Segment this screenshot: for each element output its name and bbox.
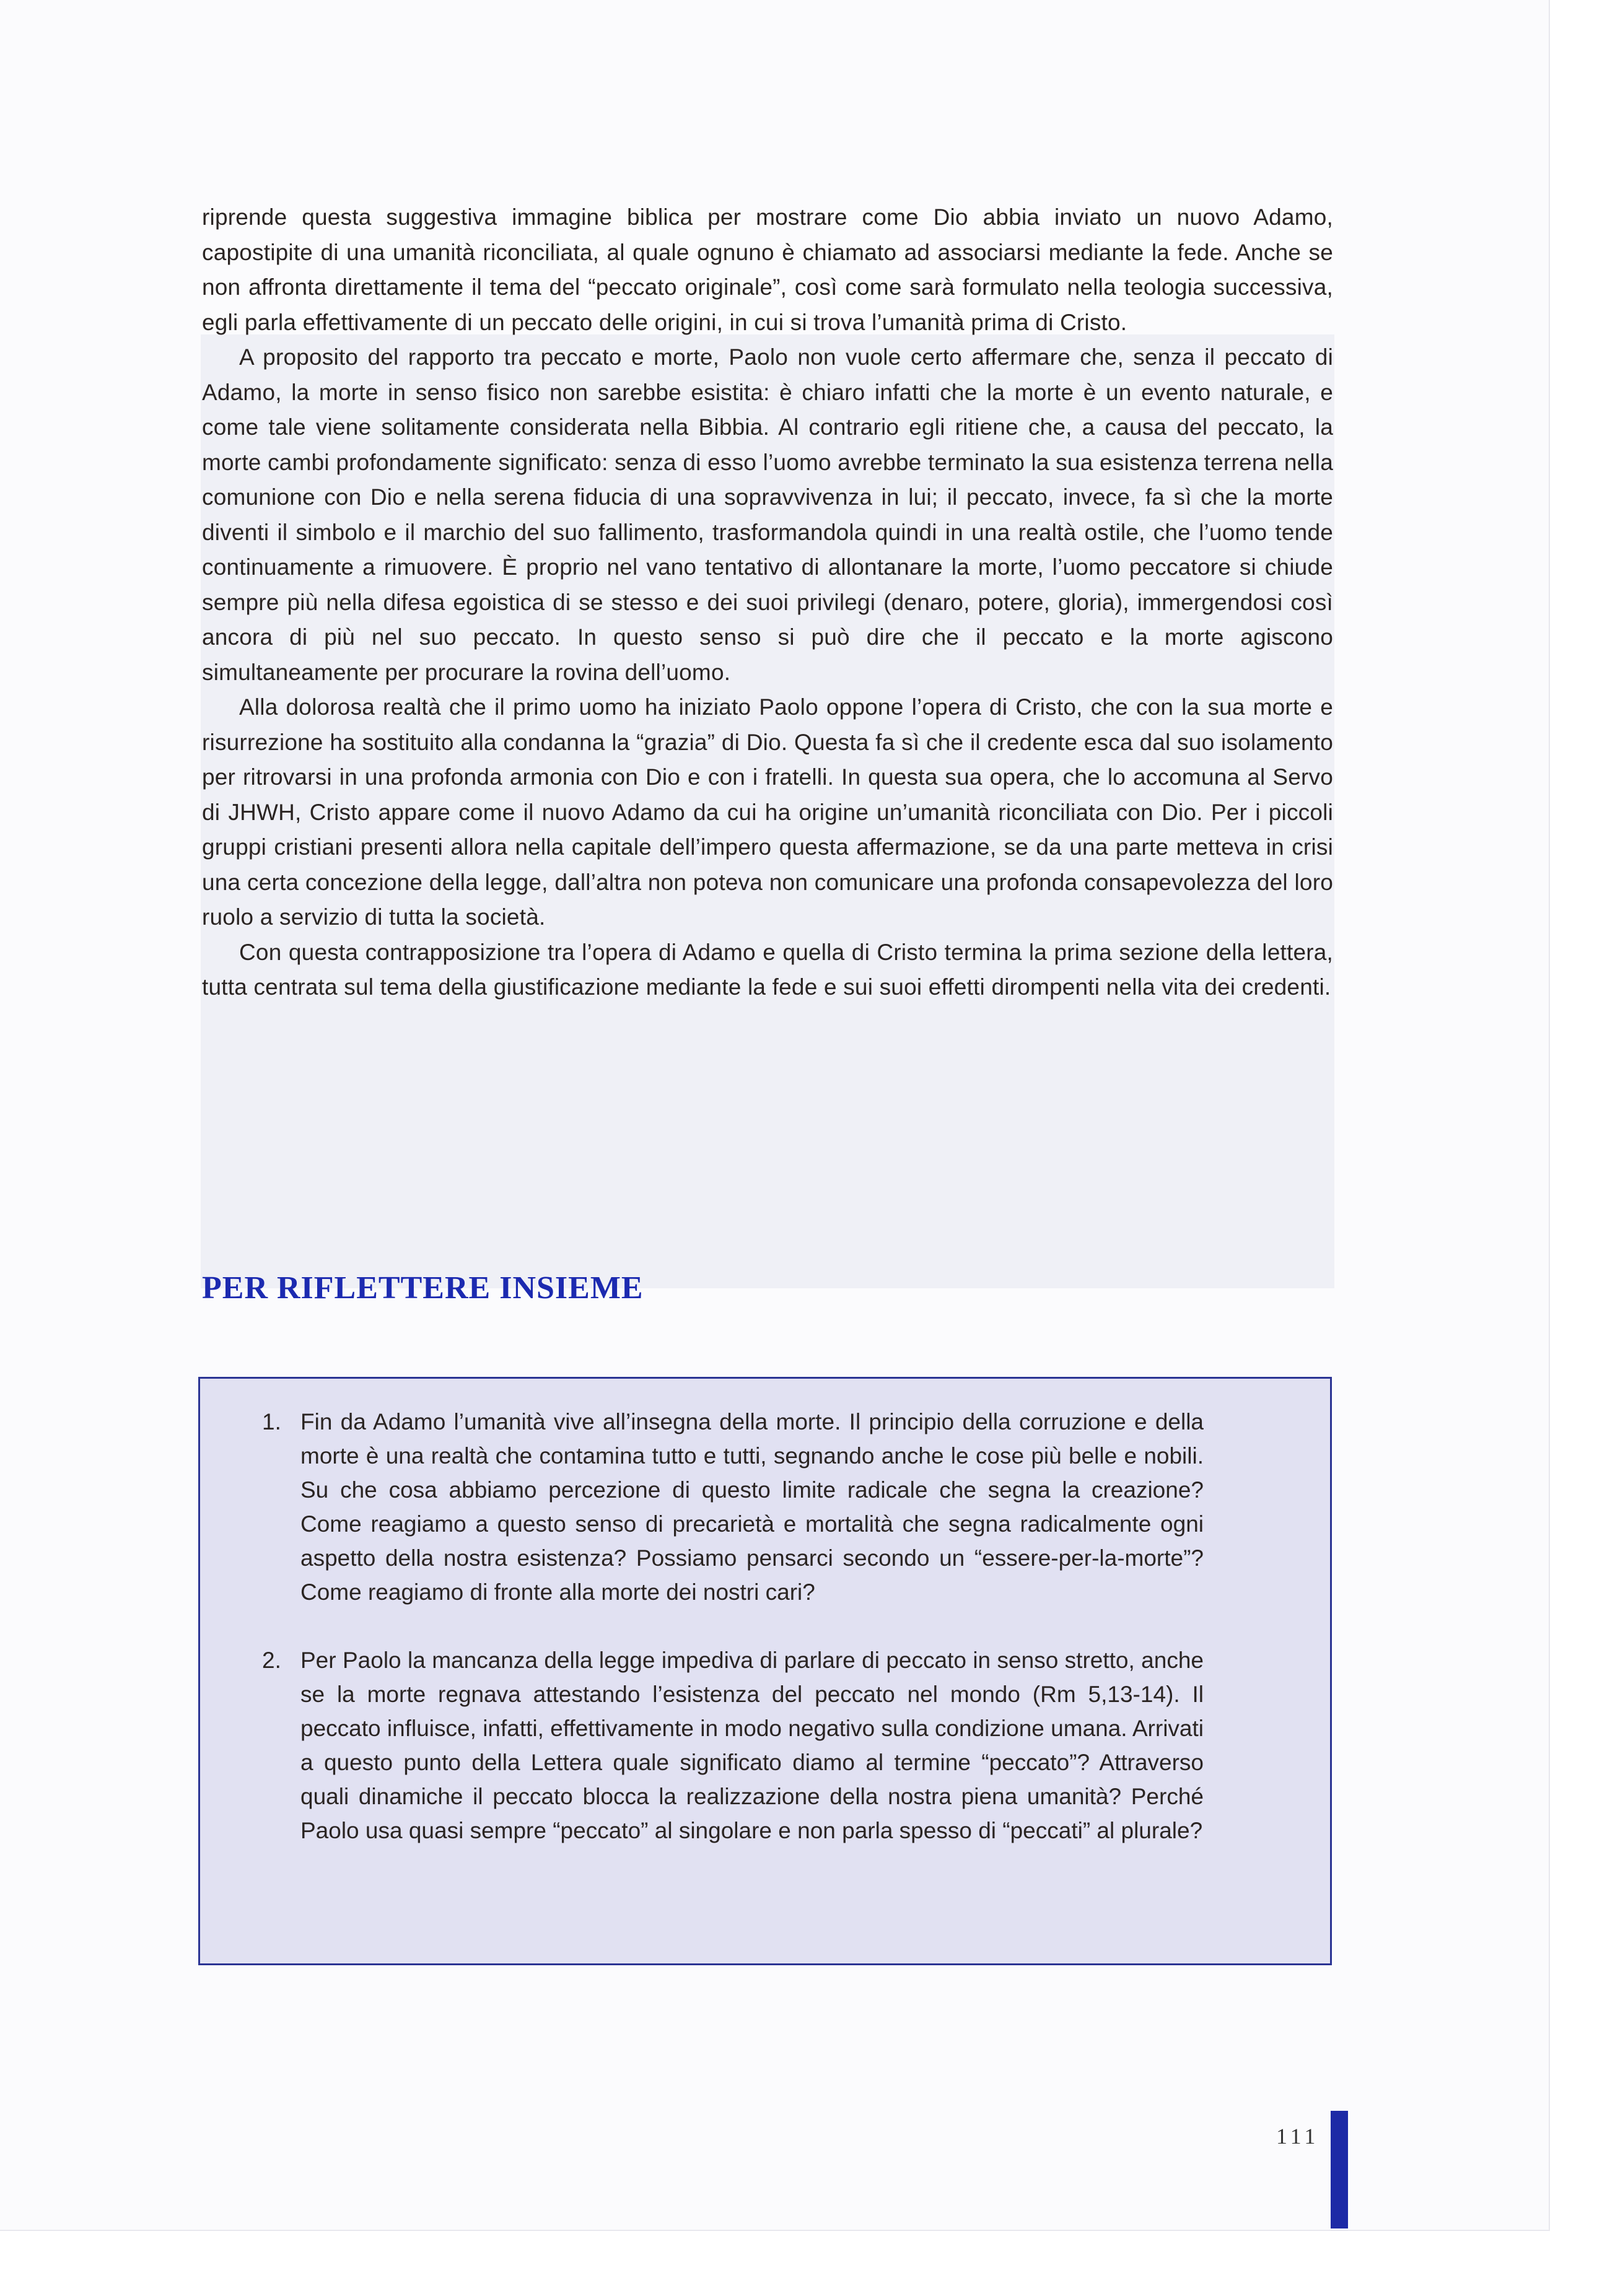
question-item	[262, 1643, 1204, 1848]
question-text: Fin da Adamo l’umanità vive all’insegna della morte. Il principio della corruzione e della morte è una realtà che contamina tutto e tutti, segnando anche le cose più belle e nobili. Su che cosa abbiamo percezione di questo limite radicale che segna la creazione? Come reagiamo a questo senso di precarietà e mortalità che segna radicalmente ogni aspetto della nostra esistenza? Possiamo pensarci secondo un “essere-per-la-morte”? Come reagiamo di fronte alla morte dei nostri cari?	[300, 1409, 1204, 1605]
reflection-questions-box	[198, 1377, 1332, 1965]
body-text	[202, 200, 1333, 1005]
question-number: 2.	[262, 1648, 281, 1673]
question-number: 1.	[262, 1409, 281, 1434]
body-paragraph: Con questa contrapposizione tra l’opera di Adamo e quella di Cristo termina la prima sezione della lettera, tutta centrata sul tema della giustificazione mediante la fede e sui suoi effetti dirompenti nella vita dei credenti.	[202, 939, 1333, 1000]
page-number: 111	[1276, 2124, 1320, 2149]
question-text: Per Paolo la mancanza della legge impediva di parlare di peccato in senso stretto, anche se la morte regnava attestando l’esistenza del peccato nel mondo (Rm 5,13-14). Il peccato influisce, infatti, effettivamente in modo negativo sulla condizione umana. Arrivati a questo punto della Lettera quale significato diamo al termine “peccato”? Attraverso quali dinamiche il peccato blocca la realizzazione della nostra piena umanità? Perché Paolo usa quasi sempre “peccato” al singolare e non parla spesso di “peccati” al plurale?	[300, 1648, 1204, 1843]
section-title: PER RIFLETTERE INSIEME	[202, 1270, 644, 1306]
body-paragraph: Alla dolorosa realtà che il primo uomo ha iniziato Paolo oppone l’opera di Cristo, che con la sua morte e risurrezione ha sostituito alla condanna la “grazia” di Dio. Questa fa sì che il credente esca dal suo isolamento per ritrovarsi in una profonda armonia con Dio e con i fratelli. In questa sua opera, che lo accomuna al Servo di JHWH, Cristo appare come il nuovo Adamo da cui ha origine un’umanità riconciliata con Dio. Per i piccoli gruppi cristiani presenti allora nella capitale dell’impero questa affermazione, se da una parte metteva in crisi una certa concezione della legge, dall’altra non poteva non comunicare una profonda consapevolezza del loro ruolo a servizio di tutta la società.	[202, 694, 1333, 930]
question-list	[262, 1405, 1204, 1882]
edge-marker-bar	[1331, 2111, 1348, 2228]
question-item	[262, 1405, 1204, 1609]
body-paragraph: A proposito del rapporto tra peccato e morte, Paolo non vuole certo affermare che, senza il peccato di Adamo, la morte in senso fisico non sarebbe esistita: è chiaro infatti che la morte è un evento naturale, e come tale viene solitamente considerata nella Bibbia. Al contrario egli ritiene che, a causa del peccato, la morte cambi profondamente significato: senza di esso l’uomo avrebbe terminato la sua esistenza terrena nella comunione con Dio e nella serena fiducia di una sopravvivenza in lui; il peccato, invece, fa sì che la morte diventi il simbolo e il marchio del suo fallimento, trasformandola quindi in una realtà ostile, che l’uomo tende continuamente a rimuovere. È proprio nel vano tentativo di allontanare la morte, l’uomo peccatore si chiude sempre più nella difesa egoistica di se stesso e dei suoi privilegi (denaro, potere, gloria), immergendosi così ancora di più nel suo peccato. In questo senso si può dire che il peccato e la morte agiscono simultaneamente per procurare la rovina dell’uomo.	[202, 344, 1333, 685]
body-paragraph: riprende questa suggestiva immagine biblica per mostrare come Dio abbia inviato un nuovo Adamo, capostipite di una umanità riconciliata, al quale ognuno è chiamato ad associarsi mediante la fede. Anche se non affronta direttamente il tema del “peccato originale”, così come sarà formulato nella teologia successiva, egli parla effettivamente di un peccato delle origini, in cui si trova l’umanità prima di Cristo.	[202, 204, 1333, 335]
